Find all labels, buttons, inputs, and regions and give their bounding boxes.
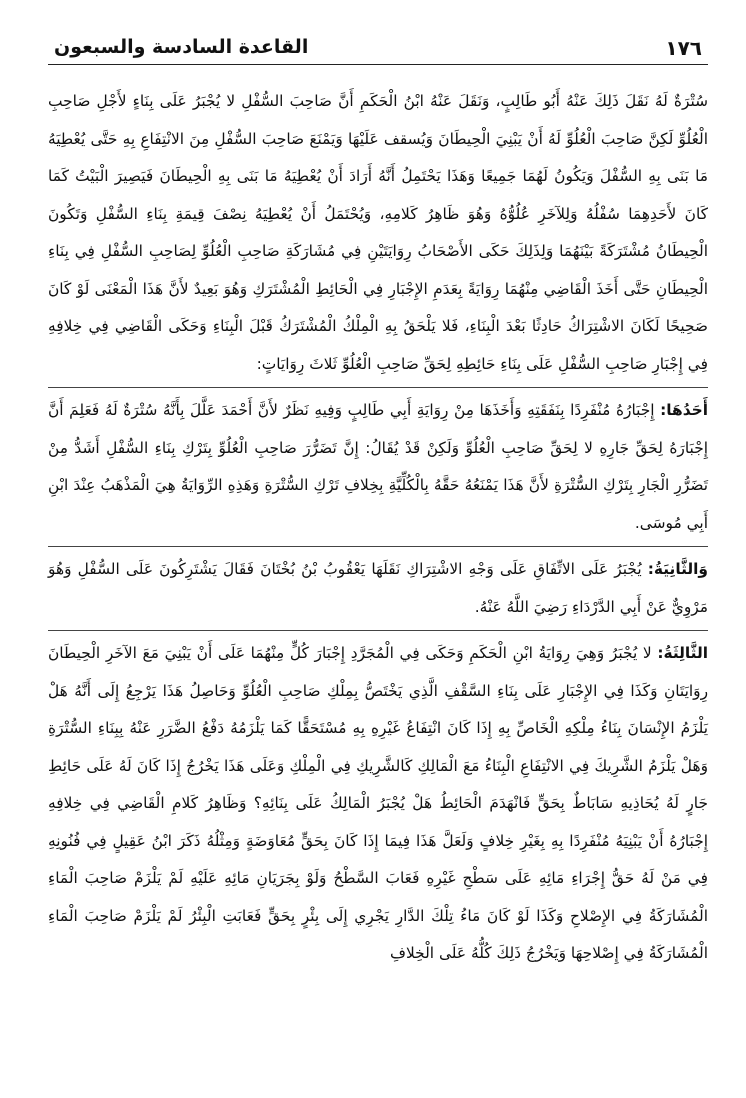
opinion-third [48,630,708,973]
opinion-first-lead: أَحَدُهَا: [660,401,708,419]
paragraph-intro: سُتْرَةٌ لَهُ نَقَلَ ذَلِكَ عَنْهُ أَبُو طَالِبٍ، وَنَقَلَ عَنْهُ ابْنُ الْحَكَمِ أَنَّ صَاحِبَ السُّفْلِ لا يُجْبَرُ عَلَى بِنَاءٍ لأَجْلِ صَاحِبِ الْعُلُوِّ لَكِنَّ صَاحِبَ الْعُلُوِّ لَهُ أَنْ يَبْنِيَ الْحِيطَانَ وَيُسقف عَلَيْهَا وَيَمْنَعَ صَاحِبَ السُّفْلِ مِنَ الانْتِفَاعِ بِهِ حَتَّى يُعْطِيَهُ مَا بَنَى بِهِ السُّفْلَ وَيَكُونُ لَهُمَا جَمِيعًا وَهَذَا يَحْتَمِلُ أَنَّهُ أَرَادَ أَنْ يُعْطِيَهُ مَا بَنَى بِهِ الْحِيطَانَ فَيَصِيرَ الْبَيْتُ كَمَا كَانَ لأَحَدِهِمَا سُفْلُهُ وَلِلآخَرِ عُلُوُّهُ وَهُوَ ظَاهِرُ كَلامِهِ، وَيُحْتَمَلُ أَنْ يُعْطِيَهُ نِصْفَ قِيمَةِ بِنَاءِ السُّفْلِ وَتَكُونَ الْحِيطَانُ مُشْتَرَكَةً بَيْنَهُمَا وَلِذَلِكَ حَكَى الأَصْحَابُ رِوَايَتَيْنِ فِي مُشَارَكَةِ صَاحِبِ الْعُلُوِّ لِصَاحِبِ السُّفْلِ فِي بِنَاءِ الْحِيطَانِ حَتَّى أَخَذَ الْقَاضِي مِنْهُمَا رِوَايَةً بِعَدَمِ الإِجْبَارِ فِي الْحَائِطِ الْمُشْتَرَكِ وَهُوَ بَعِيدٌ لأَنَّ هَذَا الْمَعْنَى لَوْ كَانَ صَحِيحًا لَكَانَ الاشْتِرَاكُ حَادِثًا بَعْدَ الْبِنَاءِ، فَلا يَلْحَقُ بِهِ الْمِلْكُ الْمُشْتَرَكُ قَبْلَ الْبِنَاءِ وَحَكَى الْقَاضِي فِي خِلافِهِ فِي إِجْبَارِ صَاحِبِ السُّفْلِ عَلَى بِنَاءِ حَائِطِهِ لِحَقِّ صَاحِبِ الْعُلُوِّ ثَلاثَ رِوَايَاتٍ: [48,92,708,373]
opinion-third-lead: الثَّالِثَةُ: [657,644,708,662]
running-title: القاعدة السادسة والسبعون [54,36,309,58]
opinion-second-lead: وَالثَّانِيَةُ: [647,560,708,578]
opinion-second [48,546,708,626]
document-page [48,30,708,973]
opinion-first-text: إِجْبَارُهُ مُنْفَرِدًا بِنَفَقَتِهِ وَأَخَذَهَا مِنْ رِوَايَةِ أَبِي طَالِبٍ وَفِيهِ نَظَرٌ لأَنَّ أَحْمَدَ عَلَّلَ بِأَنَّهُ سُتْرَةٌ لَهُ فَعَلِمَ أَنَّ إِجْبَارَهُ لِحَقِّ جَارِهِ لا لِحَقِّ صَاحِبِ الْعُلُوِّ وَلَكِنْ قَدْ يُقَالُ: إِنَّ تَضَرُّرَ صَاحِبِ الْعُلُوِّ بِتَرْكِ بِنَاءِ السُّفْلِ أَشَدُّ مِنْ تَضَرُّرِ الْجَارِ بِتَرْكِ السُّتْرَةِ لأَنَّ هَذَا يَمْنَعُهُ حَقَّهُ بِالْكُلِّيَّةِ بِخِلافِ تَرْكِ السُّتْرَةِ وَهَذِهِ الرِّوَايَةُ هِيَ الْمَذْهَبُ عِنْدَ ابْنِ أَبِي مُوسَى. [48,401,708,532]
page-header [48,30,708,65]
page-number: ١٧٦ [665,36,702,60]
opinion-third-text: لا يُجْبَرُ وَهِيَ رِوَايَةُ ابْنِ الْحَكَمِ وَحَكَى فِي الْمُجَرَّدِ إِجْبَارَ كُلٍّ مِنْهُمَا عَلَى أَنْ يَبْنِيَ مَعَ الآخَرِ الْحِيطَانَ رِوَايَتَانِ وَكَذَا فِي الإِجْبَارِ عَلَى بِنَاءِ السَّقْفِ الَّذِي يَخْتَصُّ بِمِلْكِ صَاحِبِ الْعُلُوِّ وَحَاصِلُ هَذَا يَرْجِعُ إِلَى أَنَّهُ هَلْ يَلْزَمُ الإِنْسَانَ بِنَاءُ مِلْكِهِ الْخَاصِّ بِهِ إِذَا كَانَ انْتِفَاعُ غَيْرِهِ بِهِ مُسْتَحَقًّا كَمَا يَلْزَمُهُ دَفْعُ الضَّرَرِ عَنْهُ بِبِنَاءِ السُّتْرَةِ وَهَلْ يَلْزَمُ الشَّرِيكَ فِي الانْتِفَاعِ الْبِنَاءُ مَعَ الْمَالِكِ كَالشَّرِيكِ فِي الْمِلْكِ وَعَلَى هَذَا يَخْرُجُ إِذَا كَانَ لَهُ عَلَى حَائِطِ جَارٍ لَهُ يُحَاذِيهِ سَابَاطٌ بِحَقٍّ فَانْهَدَمَ الْحَائِطُ هَلْ يُجْبَرُ الْمَالِكُ عَلَى بِنَائِهِ؟ وَظَاهِرُ كَلامِ الْقَاضِي فِي خِلافِهِ إِجْبَارُهُ أَنْ يَبْنِيَهُ مُنْفَرِدًا بِهِ بِغَيْرِ خِلافٍ وَلَعَلَّ هَذَا فِيمَا إِذَا كَانَ بِحَقٍّ مُعَاوَضَةٍ وَمِثْلُهُ ذَكَرَ ابْنُ عَقِيلٍ فِي فُنُونِهِ فِي مَنْ لَهُ حَقُّ إِجْرَاءِ مَائِهِ عَلَى سَطْحِ غَيْرِهِ فَعَابَ السَّطْحُ وَلَوْ بِجَرَيَانِ مَائِهِ عَلَيْهِ لَمْ يَلْزَمْ صَاحِبَ الْمَاءِ الْمُشَارَكَةُ فِي الإِصْلاحِ وَكَذَا لَوْ كَانَ مَاءُ تِلْكَ الدَّارِ يَجْرِي إِلَى بِئْرٍ بِحَقٍّ فَعَابَتِ الْبِئْرُ لَمْ يَلْزَمْ صَاحِبَ الْمَاءِ الْمُشَارَكَةُ فِي إِصْلاحِهَا وَيَخْرُجُ ذَلِكَ كُلُّهُ عَلَى الْخِلافِ [48,644,708,962]
opinion-second-text: يُجْبَرُ عَلَى الاتِّفَاقِ عَلَى وَجْهِ الاشْتِرَاكِ نَقَلَهَا يَعْقُوبُ بْنُ بُخْتَانَ فَقَالَ يَشْتَرِكُونَ عَلَى السُّفْلِ وَهُوَ مَرْوِيٌّ عَنْ أَبِي الدَّرْدَاءِ رَضِيَ اللَّهُ عَنْهُ. [48,560,708,616]
body-text [48,83,708,973]
opinion-first [48,387,708,542]
